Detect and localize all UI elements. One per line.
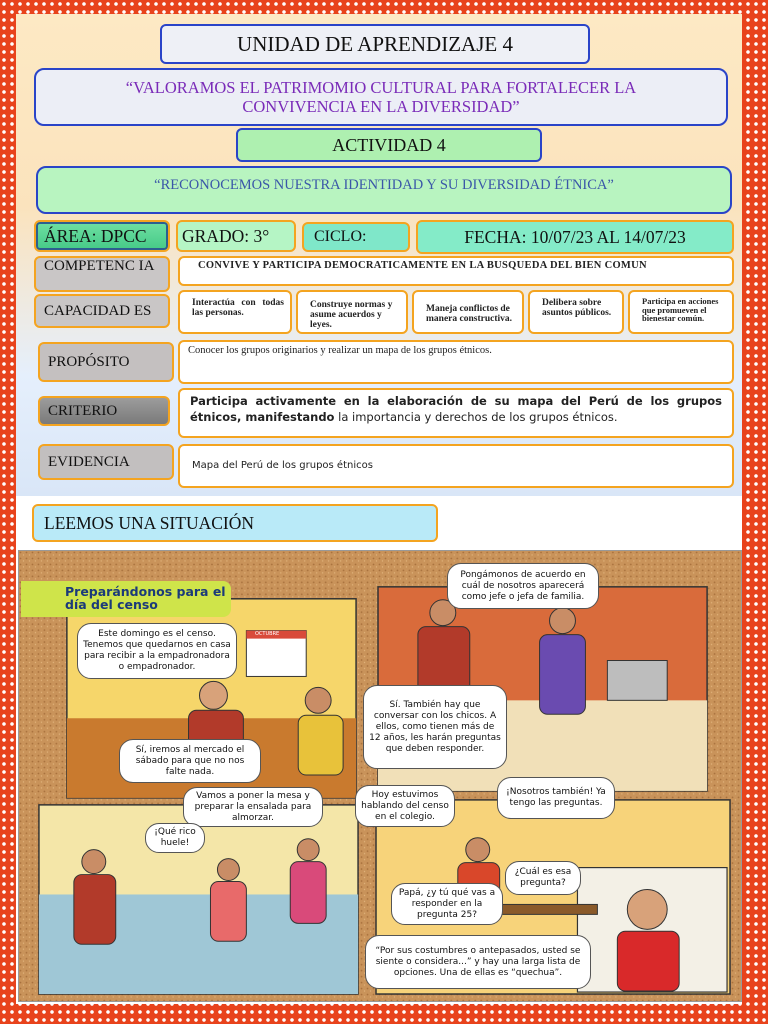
capacity-item: Maneja conflictos de manera constructiva. [412,290,524,334]
speech-bubble: Sí. También hay que conversar con los chicos. A ellos, como tienen más de 12 años, les harán preguntas que deben responder. [363,685,507,769]
criterion-text-bold: Participa activamente en la elaboración de su mapa del Perú de los grupos étnicos, manifestando [190,394,722,424]
calendar-label: OCTUBRE [255,631,280,637]
comic-title: Preparándonos para el día del censo [21,581,231,617]
speech-bubble: Papá, ¿y tú qué vas a responder en la pregunta 25? [391,883,503,925]
area-field: ÁREA: DPCC [34,220,170,252]
grade-field: GRADO: 3° [176,220,296,252]
capacity-item: Participa en acciones que promueven el bienestar común. [628,290,734,334]
speech-bubble: ¡Nosotros también! Ya tengo las preguntas. [497,777,615,819]
speech-bubble: Pongámonos de acuerdo en cuál de nosotros aparecerá como jefe o jefa de familia. [447,563,599,609]
speech-bubble: Sí, iremos al mercado el sábado para que no nos falte nada. [119,739,261,783]
criterion-label: CRITERIO [38,396,170,426]
purpose-label: PROPÓSITO [38,342,174,382]
activity-label: ACTIVIDAD 4 [236,128,542,162]
competence-text: CONVIVE Y PARTICIPA DEMOCRATICAMENTE EN LA BUSQUEDA DEL BIEN COMUN [178,256,734,286]
cycle-field: CICLO: [302,222,410,252]
speech-bubble: Hoy estuvimos hablando del censo en el colegio. [355,785,455,827]
purpose-text: Conocer los grupos originarios y realizar un mapa de los grupos étnicos. [178,340,734,384]
capacities-label: CAPACIDAD ES [34,294,170,328]
criterion-text [178,388,734,438]
criterion-text-rest: la importancia y derechos de los grupos étnicos. [334,410,618,424]
comic-illustration [18,550,742,1002]
speech-bubble: “Por sus costumbres o antepasados, usted se siente o considera...” y hay una larga lista de opciones. Una de ellas es “quechua”. [365,935,591,989]
capacity-item: Interactúa con todas las personas. [178,290,292,334]
evidence-label: EVIDENCIA [38,444,174,480]
unit-subtitle: “VALORAMOS EL PATRIMOMIO CULTURAL PARA FORTALECER LA CONVIVENCIA EN LA DIVERSIDAD” [34,68,728,126]
speech-bubble: Vamos a poner la mesa y preparar la ensalada para almorzar. [183,787,323,827]
situation-heading: LEEMOS UNA SITUACIÓN [32,504,438,542]
activity-title: “RECONOCEMOS NUESTRA IDENTIDAD Y SU DIVERSIDAD ÉTNICA” [36,166,732,214]
speech-bubble: ¿Cuál es esa pregunta? [505,861,581,895]
competence-label: COMPETENC IA [34,256,170,292]
date-field: FECHA: 10/07/23 AL 14/07/23 [416,220,734,254]
capacity-item: Delibera sobre asuntos públicos. [528,290,624,334]
capacity-item: Construye normas y asume acuerdos y leyes. [296,290,408,334]
speech-bubble: ¡Qué rico huele! [145,823,205,853]
unit-title: UNIDAD DE APRENDIZAJE 4 [160,24,590,64]
speech-bubble: Este domingo es el censo. Tenemos que quedarnos en casa para recibir a la empadronadora o empadronador. [77,623,237,679]
evidence-text: Mapa del Perú de los grupos étnicos [178,444,734,488]
